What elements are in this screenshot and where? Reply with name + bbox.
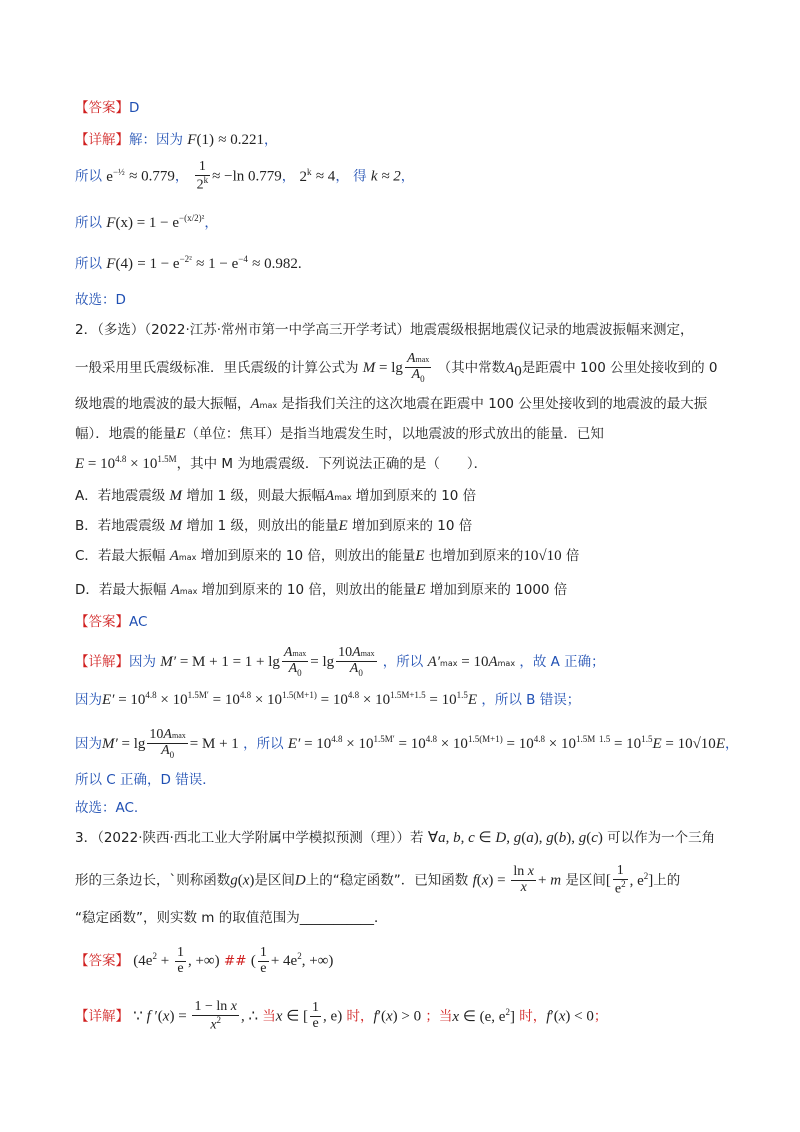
q2-conclusion: 故选：AC. xyxy=(75,800,139,816)
q2-stem-4: 幅）．地震的能量E（单位：焦耳）是指当地震发生时，以地震波的形式放出的能量．已知 xyxy=(75,426,604,442)
q1-detail-line-4: 所以 $F(4) = 1 - e^{-2^2} \approx 1 - e^{-4} \approx 0.982$. xyxy=(75,254,302,272)
q1-conclusion: 故选：D xyxy=(75,292,126,308)
q2-detail-line-1: 【详解】因为 M′ = M + 1 = 1 + lg $\frac{Amax}{A_0}$ = lg $\frac{10Amax}{A_0}$ ，所以 A′max = 10Amax ，故 A 正确； xyxy=(75,645,605,678)
q2-option-a: A．若地震震级 M 增加 1 级，则最大振幅Amax 增加到原来的 10 倍 xyxy=(75,488,477,504)
q1-answer: 【答案】D xyxy=(75,100,140,116)
q3-stem-2: 形的三条边长，`则称函数g(x)是区间D上的“稳定函数”．已知函数 f(x) = $\frac{\text{ln x}}{x}$ + m 是区间[ $\frac{1}{e^2}$ , $e^2$]上的 xyxy=(75,863,681,897)
q2-stem-3: 级地震的地震波的最大振幅，Amax 是指我们关注的这次地震在距震中 100 公里处接收到的地震波的最大振 xyxy=(75,396,708,412)
q2-answer: 【答案】AC xyxy=(75,614,148,630)
q3-stem-3: “稳定函数”，则实数 m 的取值范围为___________． xyxy=(75,910,388,926)
q3-stem-1: 3．（2022·陕西·西北工业大学附属中学模拟预测（理））若 ∀a, b, c ∈ D, g(a), g(b), g(c) 可以作为一个三角 xyxy=(75,830,716,846)
q2-stem-5: $E = 10^{4.8} \times 10^{1.5M}$，其中 M 为地震震级．下列说法正确的是（ ）． xyxy=(75,454,488,472)
q2-option-c: C．若最大振幅 Amax 增加到原来的 10 倍，则放出的能量E 也增加到原来的10√10 倍 xyxy=(75,548,580,564)
q2-detail-line-4: 所以 C 正确，D 错误． xyxy=(75,772,216,788)
q2-option-b: B．若地震震级 M 增加 1 级，则放出的能量E 增加到原来的 10 倍 xyxy=(75,518,473,534)
q2-detail-line-3: 因为M′ = lg $\frac{10Amax}{A_0}$ = M + 1 ，所以 $E' = 10^{4.8} \times 10^{1.5M'} = 10^{4.8} \times 10^{1.5(M+1)} = 10^{4.8} \times 10^{1.5M}$ $^{1.5} = 10^{1.5}E = 10√10E$， xyxy=(75,727,739,760)
q2-stem-1: 2．（多选）（2022·江苏·常州市第一中学高三开学考试）地震震级根据地震仪记录的地震波振幅来测定， xyxy=(75,322,694,338)
q1-detail-line-3: 所以 $F(x) = 1 - e^{-(x/2)^2}$， xyxy=(75,213,218,231)
q3-answer-blank[interactable]: ___________ xyxy=(299,910,374,926)
q2-stem-2: 一般采用里氏震级标准．里氏震级的计算公式为 M = lg $\frac{Amax}{A_0}$ （其中常数$A_0$是距震中 100 公里处接收到的 0 xyxy=(75,351,718,384)
q3-detail-line-1: 【详解】 ∵ f ′(x) = $\frac{\text{1 − ln x}}{x^2}$ , ∴ 当x ∈ [ $\frac{1}{e}$ , e) 时，f′(x) > 0 ；当x ∈ (e, $e^2$] 时，f′(x) < 0； xyxy=(75,999,608,1033)
q1-detail-line-1: 【详解】解：因为 F(1) ≈ 0.221， xyxy=(75,132,278,148)
q1-detail-line-2: 所以 $e^{-\frac{1}{2}} \approx 0.779$， $\frac{1}{2^k}$ ≈ −ln 0.779， 2$^k$ ≈ 4， 得 k ≈ 2， xyxy=(75,159,415,193)
q2-option-d: D．若最大振幅 Amax 增加到原来的 10 倍，则放出的能量E 增加到原来的 1000 倍 xyxy=(75,582,568,598)
q2-detail-line-2: 因为$E' = 10^{4.8} \times 10^{1.5M'} = 10^{4.8} \times 10^{1.5(M+1)} = 10^{4.8} \times 10^{1.5M+1.5} = 10^{1.5}E$ ，所以 B 错误； xyxy=(75,690,581,708)
q3-answer: 【答案】 ($4e^2$ + $\frac{1}{e}$ , +∞) ## ( $\frac{1}{e}$ + $4e^2$, +∞) xyxy=(75,945,334,976)
